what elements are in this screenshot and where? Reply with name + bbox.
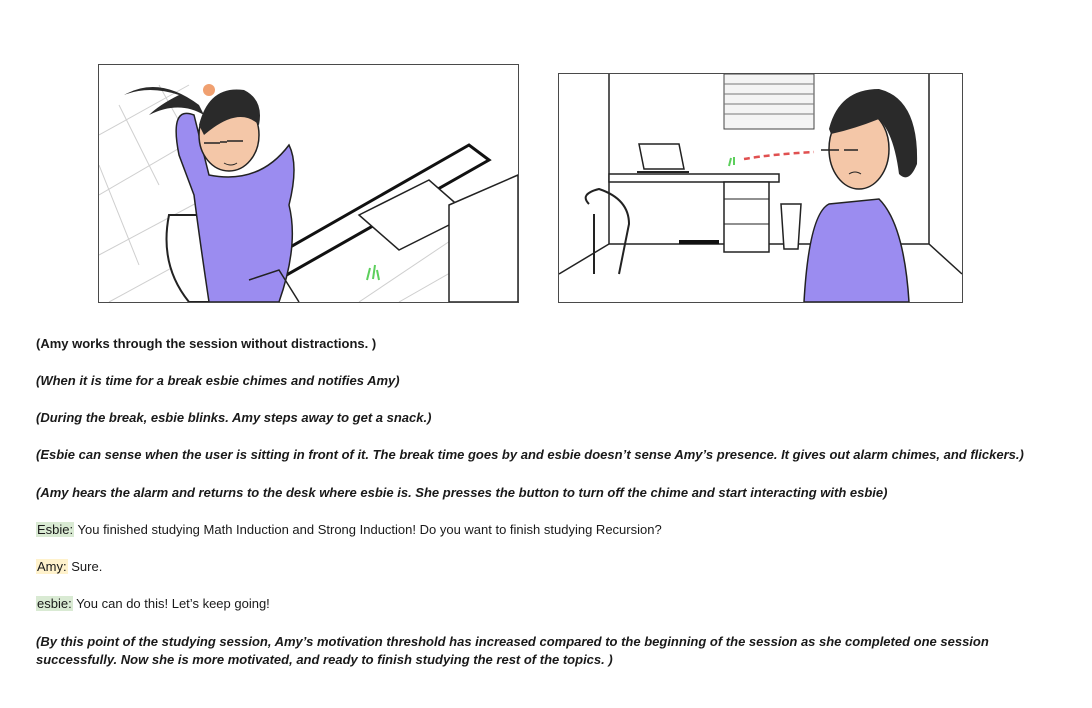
dialogue-line [36,595,270,613]
storyboard-panel-right [558,73,963,303]
amy-office-illustration [559,74,962,302]
amy-tying-hair-illustration [99,65,518,302]
stage-direction: (When it is time for a break esbie chimes and notifies Amy) [36,373,400,388]
dialogue-line [36,521,662,539]
dialogue-line [36,558,102,576]
storyboard-panel-left [98,64,519,303]
stage-direction: (Esbie can sense when the user is sitting in front of it. The break time goes by and esbie doesn’t sense Amy’s presence. It gives out alarm chimes, and flickers.) [36,447,1024,462]
dialogue-text: Sure. [67,559,103,574]
stage-direction: (Amy works through the session without distractions. ) [36,336,377,351]
speaker-label-amy: Amy: [37,559,67,574]
closing-stage-direction: (By this point of the studying session, Amy’s motivation threshold has increased compared to the beginning of the session as she completed one session successfully. Now she is more motivated, and ready to finish studying the rest of the topics. ) [36,634,989,667]
speaker-label-esbie: esbie: [37,596,72,611]
dialogue-text: You can do this! Let’s keep going! [72,596,270,611]
dialogue-text: You finished studying Math Induction and Strong Induction! Do you want to finish studying Recursion? [74,522,662,537]
speaker-label-esbie: Esbie: [37,522,74,537]
stage-direction: (Amy hears the alarm and returns to the desk where esbie is. She presses the button to turn off the chime and start interacting with esbie) [36,485,888,500]
stage-direction: (During the break, esbie blinks. Amy steps away to get a snack.) [36,410,432,425]
